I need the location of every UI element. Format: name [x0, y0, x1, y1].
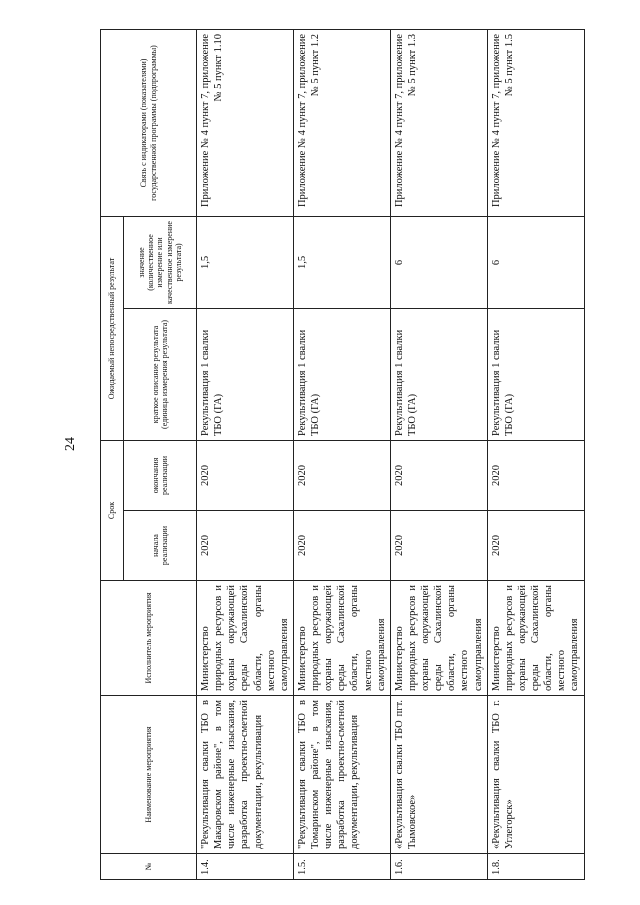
row-desc: Рекультивация 1 свалки ТБО (ГА) — [487, 308, 584, 440]
table-header — [101, 29, 197, 879]
row-value: 6 — [390, 216, 487, 308]
header-term-start: начала реализации — [124, 511, 197, 581]
row-executor: Министерство природных ресурсов и охраны окружающей среды Сахалинской области, органы местного самоуправления — [487, 581, 584, 696]
row-end: 2020 — [293, 440, 390, 510]
header-term: Срок — [101, 440, 124, 580]
measures-table — [100, 29, 585, 880]
row-value: 1,5 — [293, 216, 390, 308]
row-executor: Министерство природных ресурсов и охраны окружающей среды Сахалинской области, органы местного самоуправления — [197, 581, 294, 696]
row-end: 2020 — [197, 440, 294, 510]
header-term-end: окончания реализации — [124, 440, 197, 510]
row-name: «Рекультивация свалки ТБО пгт. Тымовское» — [390, 696, 487, 854]
row-link: Приложение № 4 пункт 7, приложение № 5 пункт 1.10 — [197, 29, 294, 216]
row-link: Приложение № 4 пункт 7, приложение № 5 пункт 1.3 — [390, 29, 487, 216]
row-num: 1.5. — [293, 854, 390, 880]
row-end: 2020 — [390, 440, 487, 510]
row-executor: Министерство природных ресурсов и охраны окружающей среды Сахалинской области, органы местного самоуправления — [293, 581, 390, 696]
header-link: Связь с индикаторами (показателями) государственной программы (подпрограммы) — [101, 29, 197, 216]
row-start: 2020 — [197, 511, 294, 581]
row-value: 6 — [487, 216, 584, 308]
row-executor: Министерство природных ресурсов и охраны окружающей среды Сахалинской области, органы местного самоуправления — [390, 581, 487, 696]
row-value: 1,5 — [197, 216, 294, 308]
header-expected: Ожидаемый непосредственный результат — [101, 216, 124, 440]
row-start: 2020 — [390, 511, 487, 581]
table-row — [390, 29, 487, 879]
header-name: Наименование мероприятия — [101, 696, 197, 854]
row-link: Приложение № 4 пункт 7, приложение № 5 пункт 1.5 — [487, 29, 584, 216]
row-num: 1.6. — [390, 854, 487, 880]
table-body — [197, 29, 585, 879]
row-desc: Рекультивация 1 свалки ТБО (ГА) — [293, 308, 390, 440]
row-name: "Рекультивация свалки ТБО в Томаринском районе", в том числе инженерные изыскания, разработка проектно-сметной документации, рекультивация — [293, 696, 390, 854]
table-row — [293, 29, 390, 879]
page-number: 24 — [63, 437, 78, 451]
row-link: Приложение № 4 пункт 7, приложение № 5 пункт 1.2 — [293, 29, 390, 216]
row-name: «Рекультивация свалки ТБО г. Углегорск» — [487, 696, 584, 854]
row-start: 2020 — [293, 511, 390, 581]
row-desc: Рекультивация 1 свалки ТБО (ГА) — [390, 308, 487, 440]
row-desc: Рекультивация 1 свалки ТБО (ГА) — [197, 308, 294, 440]
row-name: "Рекультивация свалки ТБО в Макаровском районе", в том числе инженерные изыскания, разработка проектно-сметной документации, рекультивация — [197, 696, 294, 854]
header-num: № — [101, 854, 197, 880]
table-row — [197, 29, 294, 879]
rotated-table-wrapper — [100, 30, 581, 880]
header-executor: Исполнитель мероприятия — [101, 581, 197, 696]
row-end: 2020 — [487, 440, 584, 510]
header-short-desc: краткое описание результата (единица измерения результата) — [124, 308, 197, 440]
table-row — [487, 29, 584, 879]
header-value: значение (количественное измерение или качественное измерение результата) — [124, 216, 197, 308]
row-num: 1.8. — [487, 854, 584, 880]
row-num: 1.4. — [197, 854, 294, 880]
row-start: 2020 — [487, 511, 584, 581]
